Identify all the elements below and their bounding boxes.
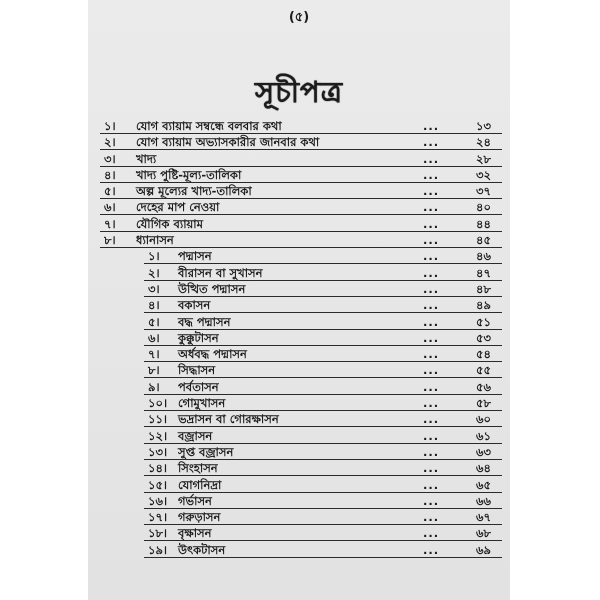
toc-entry-page: ২৪ (476, 135, 491, 150)
toc-entry-number: ৭। (104, 216, 116, 231)
toc-entry-title: খাদ্য (136, 151, 157, 166)
toc-entry-page: ৬১ (476, 428, 491, 443)
toc-entry-title: অল্প মূল্যের খাদ্য-তালিকা (136, 184, 252, 199)
toc-leader-dots: ... (423, 298, 440, 313)
toc-entry-title: যৌগিক ব্যায়াম (136, 216, 204, 231)
toc-entry-page: ৩৭ (476, 184, 491, 199)
toc-entry (88, 460, 510, 476)
toc-leader-dots: ... (423, 363, 440, 378)
toc-leader-dots: ... (423, 216, 440, 231)
toc-entry (88, 509, 510, 525)
toc-entry-number: ১৩। (148, 444, 168, 459)
toc-entry-page: ৫৮ (476, 396, 491, 411)
toc-entry-title: খাদ্য পুষ্টি-মূল্য-তালিকা (136, 167, 242, 182)
toc-entry-number: ৩। (148, 281, 160, 296)
toc-entry-page: ৬৯ (476, 542, 491, 557)
toc-entry-number: ৬। (148, 330, 160, 345)
book-page (88, 0, 510, 600)
toc-leader-dots: ... (423, 510, 440, 525)
toc-entry-number: ৫। (104, 184, 116, 199)
toc-leader-dots: ... (423, 249, 440, 264)
toc-entry-number: ২। (104, 135, 116, 150)
toc-leader-dots: ... (423, 461, 440, 476)
toc-entry-page: ৪৭ (476, 265, 491, 280)
toc-entry (88, 248, 510, 264)
toc-entry-number: ৯। (148, 379, 160, 394)
toc-entry-title: গর্ভাসন (178, 493, 212, 508)
toc-entry-number: ৪। (104, 167, 116, 182)
toc-entry-title: বদ্ধ পদ্মাসন (178, 314, 231, 329)
toc-entry (88, 281, 510, 297)
toc-entry-page: ৪৬ (476, 249, 491, 264)
toc-entry-number: ১২। (148, 428, 168, 443)
toc-entry-title: বৃক্ষাসন (178, 526, 212, 541)
toc-entry-page: ৪০ (476, 200, 491, 215)
toc-entry-page: ৬৭ (476, 510, 491, 525)
toc-entry (88, 199, 510, 215)
toc-leader-dots: ... (423, 200, 440, 215)
toc-entry (88, 297, 510, 313)
toc-entry-title: সিংহাসন (178, 461, 218, 476)
toc-entry-number: ১৬। (148, 493, 168, 508)
toc-leader-dots: ... (423, 233, 440, 248)
table-of-contents (88, 118, 510, 558)
toc-entry-number: ৪। (148, 298, 160, 313)
toc-entry-number: ৫। (148, 314, 160, 329)
toc-entry-page: ৩২ (476, 167, 491, 182)
toc-leader-dots: ... (423, 265, 440, 280)
toc-entry (88, 118, 510, 134)
toc-entry-number: ১। (104, 119, 116, 133)
toc-leader-dots: ... (423, 347, 440, 362)
toc-entry (88, 314, 510, 330)
toc-entry-page: ৬৩ (476, 444, 491, 459)
toc-entry-title: দেহের মাপ নেওয়া (136, 200, 220, 215)
toc-entry-number: ৮। (104, 233, 116, 248)
toc-entry-page: ৪৫ (476, 233, 491, 248)
toc-entry (88, 216, 510, 232)
toc-entry-page: ৫৪ (476, 347, 491, 362)
toc-entry-page: ১৩ (476, 119, 491, 133)
toc-entry-page: ২৮ (476, 151, 491, 166)
toc-entry-number: ১৭। (148, 510, 168, 525)
toc-entry-page: ৫৫ (476, 363, 491, 378)
toc-leader-dots: ... (423, 396, 440, 411)
toc-leader-dots: ... (423, 184, 440, 199)
toc-entry-page: ৪৪ (476, 216, 491, 231)
toc-entry-number: ১৪। (148, 461, 168, 476)
toc-entry-page: ৫৬ (476, 379, 491, 394)
toc-leader-dots: ... (423, 444, 440, 459)
toc-leader-dots: ... (423, 119, 440, 133)
toc-leader-dots: ... (423, 526, 440, 541)
toc-entry-number: ১০। (148, 396, 168, 411)
toc-leader-dots: ... (423, 167, 440, 182)
toc-leader-dots: ... (423, 281, 440, 296)
toc-entry-title: কুক্কুটাসন (178, 330, 219, 345)
toc-entry-page: ৫১ (476, 314, 491, 329)
toc-entry-number: ৮। (148, 363, 160, 378)
toc-entry (88, 346, 510, 362)
toc-entry-title: বীরাসন বা সুখাসন (178, 265, 263, 280)
toc-entry-number: ১। (148, 249, 160, 264)
toc-entry-title: যোগনিদ্রা (178, 477, 222, 492)
toc-entry-title: ভদ্রাসন বা গোরক্ষাসন (178, 412, 279, 427)
toc-entry-page: ৬৫ (476, 477, 491, 492)
toc-entry-title: বজ্রাসন (178, 428, 213, 443)
toc-leader-dots: ... (423, 135, 440, 150)
toc-entry-number: ১৯। (148, 542, 168, 557)
toc-leader-dots: ... (423, 493, 440, 508)
toc-entry-number: ৭। (148, 347, 160, 362)
page-title: সূচীপত্র (254, 75, 344, 109)
toc-entry (88, 477, 510, 493)
toc-entry (88, 493, 510, 509)
toc-leader-dots: ... (423, 542, 440, 557)
toc-entry-title: যোগ ব্যায়াম অভ্যাসকারীর জানবার কথা (136, 135, 320, 150)
toc-entry-title: উত্থিত পদ্মাসন (178, 281, 246, 296)
toc-leader-dots: ... (423, 314, 440, 329)
toc-entry (88, 525, 510, 541)
toc-entry (88, 265, 510, 281)
toc-entry-page: ৬৮ (476, 526, 491, 541)
toc-entry-number: ৬। (104, 200, 116, 215)
toc-entry-title: বকাসন (178, 298, 211, 313)
toc-entry (88, 183, 510, 199)
toc-entry (88, 411, 510, 427)
page-number: (৫) (288, 10, 310, 25)
toc-leader-dots: ... (423, 428, 440, 443)
toc-entry-title: অর্ধবদ্ধ পদ্মাসন (178, 347, 247, 362)
toc-entry (88, 151, 510, 167)
toc-entry-page: ৬০ (476, 412, 491, 427)
toc-leader-dots: ... (423, 379, 440, 394)
toc-entry (88, 134, 510, 150)
toc-entry (88, 362, 510, 378)
toc-leader-dots: ... (423, 412, 440, 427)
toc-entry (88, 428, 510, 444)
toc-entry-title: সিদ্ধাসন (178, 363, 216, 378)
toc-entry-number: ১১। (148, 412, 168, 427)
toc-entry-number: ১৮। (148, 526, 168, 541)
toc-leader-dots: ... (423, 330, 440, 345)
toc-entry-title: যোগ ব্যায়াম সম্বন্ধে বলবার কথা (136, 119, 282, 133)
toc-entry (88, 542, 510, 558)
toc-leader-dots: ... (423, 151, 440, 166)
toc-entry-title: সুপ্ত বজ্রাসন (178, 444, 234, 459)
toc-entry (88, 444, 510, 460)
toc-leader-dots: ... (423, 477, 440, 492)
toc-entry (88, 379, 510, 395)
toc-entry-number: ৩। (104, 151, 116, 166)
toc-entry (88, 395, 510, 411)
toc-entry-page: ৪৯ (476, 298, 491, 313)
toc-entry-page: ৬৬ (476, 493, 491, 508)
toc-entry-title: গোমুখাসন (178, 396, 226, 411)
toc-entry-page: ৪৮ (476, 281, 491, 296)
toc-entry (88, 330, 510, 346)
toc-entry-number: ১৫। (148, 477, 168, 492)
toc-entry (88, 232, 510, 248)
toc-entry-page: ৬৪ (476, 461, 491, 476)
toc-entry-title: গরুড়াসন (178, 510, 221, 525)
toc-entry-title: পদ্মাসন (178, 249, 212, 264)
toc-entry-title: উৎকটাসন (178, 542, 226, 557)
toc-entry-title: পর্বতাসন (178, 379, 219, 394)
toc-entry (88, 167, 510, 183)
toc-row-rule (144, 557, 502, 558)
toc-entry-page: ৫৩ (476, 330, 491, 345)
toc-entry-number: ২। (148, 265, 160, 280)
toc-entry-title: ধ্যানাসন (136, 233, 174, 248)
